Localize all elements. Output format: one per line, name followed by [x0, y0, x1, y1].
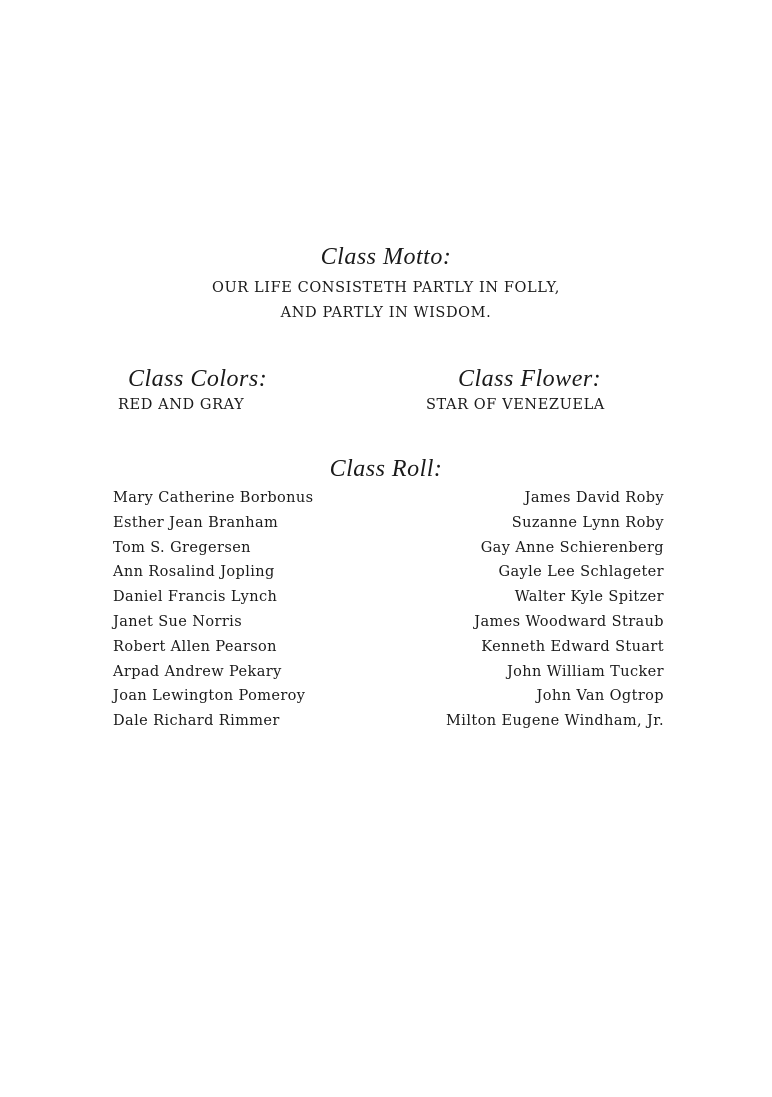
roll-name: Janet Sue Norris — [113, 613, 243, 630]
roll-name: Arpad Andrew Pekary — [113, 663, 282, 680]
roll-name: Gay Anne Schierenberg — [480, 539, 664, 556]
class-roll-right-column — [386, 486, 664, 734]
motto-line-2: AND PARTLY IN WISDOM. — [280, 305, 492, 321]
roll-name: Gayle Lee Schlageter — [498, 564, 664, 581]
roll-name: Mary Catherine Borbonus — [113, 490, 314, 506]
roll-name: John Van Ogtrop — [536, 688, 664, 705]
class-roll-left-column — [113, 486, 373, 734]
roll-name: Walter Kyle Spitzer — [514, 589, 664, 606]
roll-name: Esther Jean Branham — [113, 514, 279, 531]
roll-name: Dale Richard Rimmer — [113, 713, 280, 730]
roll-heading: Class Roll: — [329, 456, 443, 482]
motto-heading: Class Motto: — [320, 244, 452, 270]
flower-heading: Class Flower: — [458, 366, 602, 392]
roll-name: Ann Rosalind Jopling — [113, 564, 275, 581]
roll-name: Tom S. Gregersen — [113, 539, 251, 556]
roll-name: Suzanne Lynn Roby — [511, 514, 664, 531]
roll-name: Robert Allen Pearson — [113, 638, 277, 655]
roll-name: James Woodward Straub — [474, 613, 664, 630]
flower-value: STAR OF VENEZUELA — [426, 397, 605, 413]
roll-name: John William Tucker — [506, 663, 664, 680]
roll-name: Kenneth Edward Stuart — [481, 638, 664, 655]
roll-name: Joan Lewington Pomeroy — [113, 688, 306, 705]
roll-name: Milton Eugene Windham, Jr. — [446, 713, 664, 730]
colors-heading: Class Colors: — [128, 366, 268, 392]
roll-name: James David Roby — [524, 490, 664, 506]
roll-name: Daniel Francis Lynch — [113, 589, 278, 606]
colors-value: RED AND GRAY — [118, 397, 245, 413]
motto-line-1: OUR LIFE CONSISTETH PARTLY IN FOLLY, — [211, 280, 561, 296]
